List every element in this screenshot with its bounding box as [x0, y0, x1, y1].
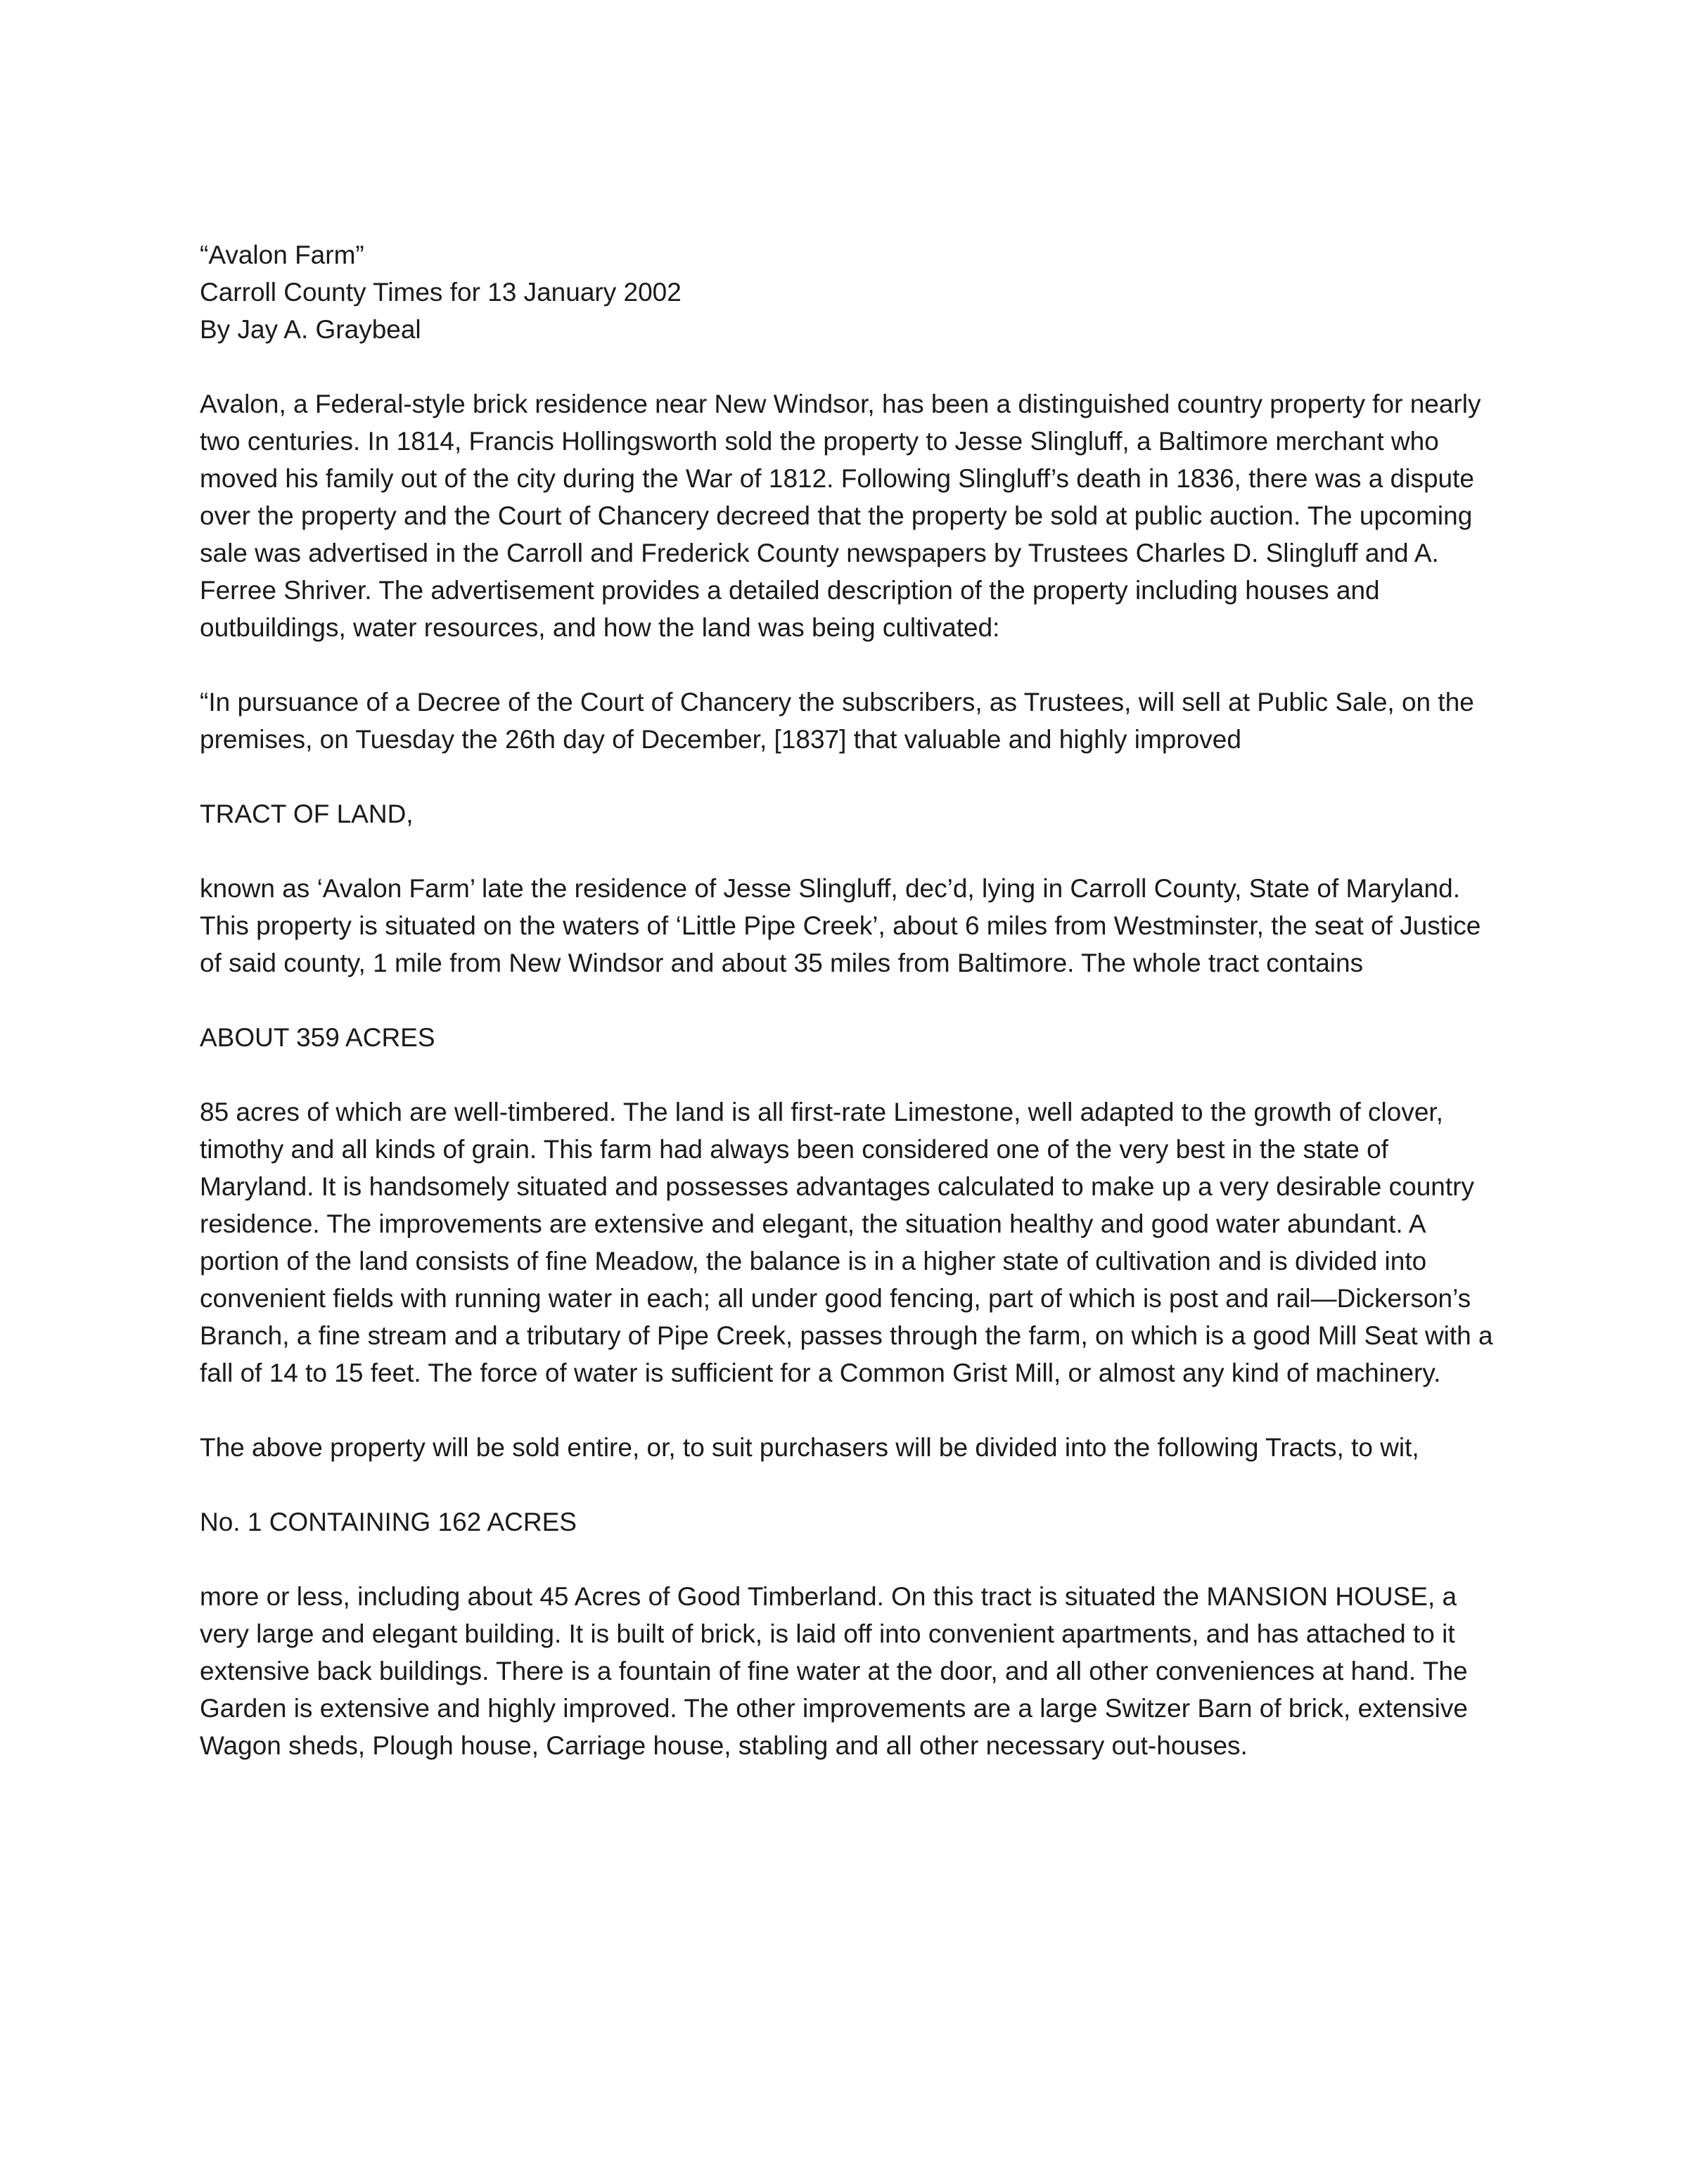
paragraph-location: known as ‘Avalon Farm’ late the residence of Jesse Slingluff, dec’d, lying in Carroll County, State of Maryland. This property is situated on the waters of ‘Little Pipe Creek’, about 6 miles from Westminster, the seat of Justice of said county, 1 mile from New Windsor and about 35 miles from Baltimore. The whole tract contains — [200, 874, 1481, 977]
article-title: “Avalon Farm” — [200, 240, 364, 269]
paragraph-mansion-house: more or less, including about 45 Acres of Good Timberland. On this tract is situated the MANSION HOUSE, a very large and elegant building. It is built of brick, is laid off into convenient apartments, and has attached to it extensive back buildings. There is a fountain of fine water at the door, and all other conveniences at hand. The Garden is extensive and highly improved. The other improvements are a large Switzer Barn of brick, extensive Wagon sheds, Plough house, Carriage house, stabling and all other necessary out-houses. — [200, 1582, 1468, 1760]
heading-tract-no-1: No. 1 CONTAINING 162 ACRES — [200, 1508, 577, 1536]
paragraph-division: The above property will be sold entire, or, to suit purchasers will be divided into the following Tracts, to wit, — [200, 1433, 1419, 1462]
publication-line: Carroll County Times for 13 January 2002 — [200, 278, 682, 307]
document-page — [200, 236, 1505, 1801]
heading-tract-of-land: TRACT OF LAND, — [200, 799, 414, 828]
byline: By Jay A. Graybeal — [200, 315, 421, 344]
paragraph-decree: “In pursuance of a Decree of the Court of Chancery the subscribers, as Trustees, will sell at Public Sale, on the premises, on Tuesday the 26th day of December, [1837] that valuable and highly improved — [200, 688, 1474, 754]
heading-about-acres: ABOUT 359 ACRES — [200, 1023, 435, 1052]
paragraph-intro: Avalon, a Federal-style brick residence near New Windsor, has been a distinguished country property for nearly two centuries. In 1814, Francis Hollingsworth sold the property to Jesse Slingluff, a Baltimore merchant who moved his family out of the city during the War of 1812. Following Slingluff’s death in 1836, there was a dispute over the property and the Court of Chancery decreed that the property be sold at public auction. The upcoming sale was advertised in the Carroll and Frederick County newspapers by Trustees Charles D. Slingluff and A. Ferree Shriver. The advertisement provides a detailed description of the property including houses and outbuildings, water resources, and how the land was being cultivated: — [200, 390, 1481, 642]
article-header — [200, 236, 1505, 348]
paragraph-land-description: 85 acres of which are well-timbered. The land is all first-rate Limestone, well adapted to the growth of clover, timothy and all kinds of grain. This farm had always been considered one of the very best in the state of Maryland. It is handsomely situated and possesses advantages calculated to make up a very desirable country residence. The improvements are extensive and elegant, the situation healthy and good water abundant. A portion of the land consists of fine Meadow, the balance is in a higher state of cultivation and is divided into convenient fields with running water in each; all under good fencing, part of which is post and rail—Dickerson’s Branch, a fine stream and a tributary of Pipe Creek, passes through the farm, on which is a good Mill Seat with a fall of 14 to 15 feet. The force of water is sufficient for a Common Grist Mill, or almost any kind of machinery. — [200, 1098, 1493, 1387]
